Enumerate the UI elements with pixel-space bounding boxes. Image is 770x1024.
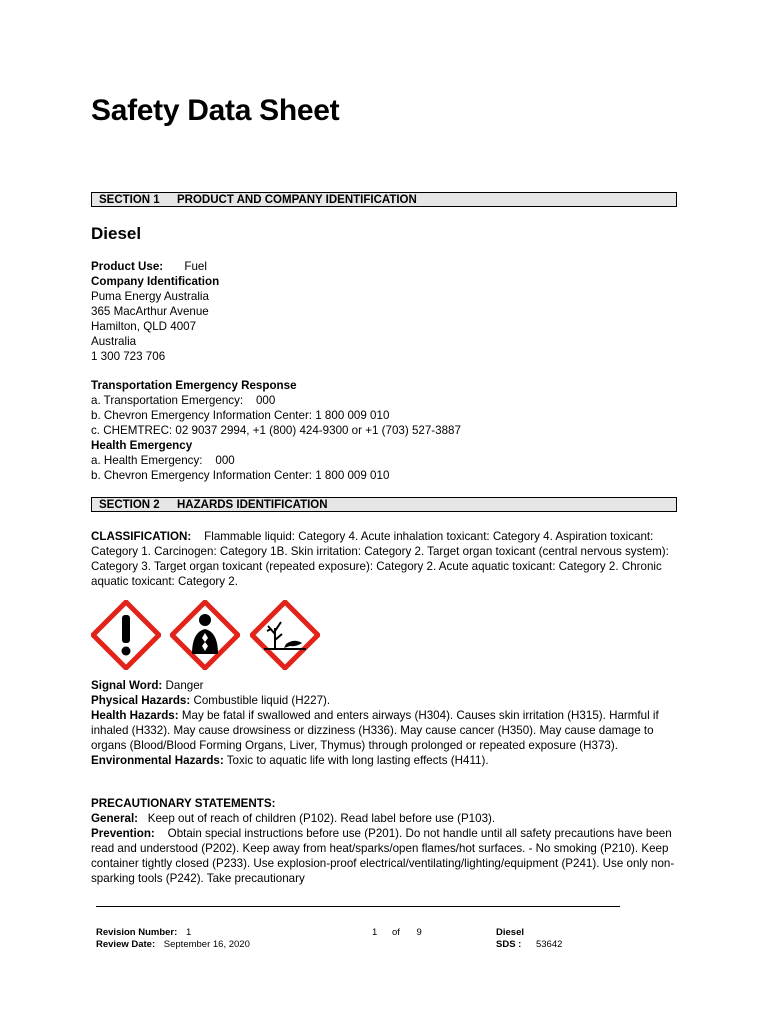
page-of: of [391, 927, 400, 938]
product-name: Diesel [91, 224, 142, 243]
company-line: Hamilton, QLD 4007 [91, 320, 197, 333]
transport-line: a. Transportation Emergency: 000 [91, 394, 276, 407]
classification-label: CLASSIFICATION: [91, 530, 192, 543]
prevention-label: Prevention: [91, 827, 155, 840]
product-use-label: Product Use: [91, 260, 164, 273]
footer-product [496, 927, 562, 951]
precautionary-heading: PRECAUTIONARY STATEMENTS: [91, 797, 276, 810]
ghs-pictograms [91, 600, 325, 670]
company-line: 365 MacArthur Avenue [91, 305, 209, 318]
product-use-row [91, 259, 219, 274]
section-2-header [91, 497, 677, 512]
transport-label: Transportation Emergency Response [91, 379, 297, 392]
company-line: Puma Energy Australia [91, 290, 209, 303]
health-hazards-row [91, 708, 681, 753]
page-number [372, 927, 422, 939]
environmental-hazards-label: Environmental Hazards: [91, 754, 224, 767]
general-row [91, 811, 681, 826]
section-2-heading: HAZARDS IDENTIFICATION [177, 499, 328, 511]
precautionary-statements [91, 796, 681, 886]
general-value: Keep out of reach of children (P102). Read label before use (P103). [147, 812, 496, 825]
health-emergency-label: Health Emergency [91, 439, 193, 452]
section-1-number: SECTION 1 [99, 194, 160, 206]
health-hazards-value: May be fatal if swallowed and enters airways (H304). Causes skin irritation (H315). Harmful if inhaled (H332). May cause drowsiness or dizziness (H336). May cause cancer (H350). May cause damage to organs (Blood/Blood Forming Organs, Liver, Thymus) through prolonged or repeated exposure (H373). [91, 709, 659, 752]
company-line: Australia [91, 335, 137, 348]
hazard-statements [91, 678, 681, 768]
review-date-value: September 16, 2020 [163, 939, 250, 950]
classification-paragraph [91, 529, 681, 589]
revision-value: 1 [185, 927, 192, 938]
physical-hazards-value: Combustible liquid (H227). [193, 694, 331, 707]
review-date-row [96, 939, 250, 951]
signal-word-label: Signal Word: [91, 679, 163, 692]
footer-product-name: Diesel [496, 927, 524, 938]
sds-label: SDS : [496, 939, 522, 950]
page-total: 9 [416, 927, 422, 938]
general-label: General: [91, 812, 139, 825]
signal-word-row [91, 678, 681, 693]
environmental-hazards-row [91, 753, 681, 768]
prevention-row [91, 826, 681, 886]
revision-label: Revision Number: [96, 927, 178, 938]
sds-value: 53642 [535, 939, 563, 950]
transport-line: b. Chevron Emergency Information Center: 1 800 009 010 [91, 409, 390, 422]
revision-row [96, 927, 250, 939]
section-1-header [91, 192, 677, 207]
section-1-heading: PRODUCT AND COMPANY IDENTIFICATION [177, 194, 417, 206]
emergency-block [91, 378, 461, 483]
page-current: 1 [372, 927, 378, 938]
company-line: 1 300 723 706 [91, 350, 166, 363]
sds-row [496, 939, 562, 951]
footer-revision [96, 927, 250, 951]
health-line: b. Chevron Emergency Information Center: 1 800 009 010 [91, 469, 390, 482]
physical-hazards-label: Physical Hazards: [91, 694, 191, 707]
health-hazard-icon [170, 600, 240, 670]
prevention-value: Obtain special instructions before use (P201). Do not handle until all safety precautions have been read and understood (P202). Keep away from heat/sparks/open flames/hot surfaces. - No smoking (P210). Keep container tightly closed (P233). Use explosion-proof electrical/ventilating/lighting/equipment (P241). Use only non-sparking tools (P242). Take precautionary [91, 827, 675, 885]
health-line: a. Health Emergency: 000 [91, 454, 235, 467]
section-2-number: SECTION 2 [99, 499, 160, 511]
page-title: Safety Data Sheet [91, 94, 340, 127]
classification-text: Flammable liquid: Category 4. Acute inhalation toxicant: Category 4. Aspiration toxicant: Category 1. Carcinogen: Category 1B. Skin irritation: Category 2. Target organ toxicant (central nervous system): Category 3. Target organ toxicant (repeated exposure): Category 2. Acute aquatic toxicant: Category 2. Chronic aquatic toxicant: Category 2. [91, 530, 669, 588]
company-block [91, 259, 219, 364]
exclamation-mark-icon [91, 600, 161, 670]
review-date-label: Review Date: [96, 939, 156, 950]
health-hazards-label: Health Hazards: [91, 709, 179, 722]
physical-hazards-row [91, 693, 681, 708]
environmental-hazards-value: Toxic to aquatic life with long lasting effects (H411). [226, 754, 489, 767]
footer-rule [96, 906, 620, 907]
company-id-label: Company Identification [91, 275, 220, 288]
signal-word-value: Danger [165, 679, 204, 692]
transport-line: c. CHEMTREC: 02 9037 2994, +1 (800) 424-9300 or +1 (703) 527-3887 [91, 424, 461, 437]
product-use-value: Fuel [184, 260, 207, 273]
environment-icon [250, 600, 320, 670]
